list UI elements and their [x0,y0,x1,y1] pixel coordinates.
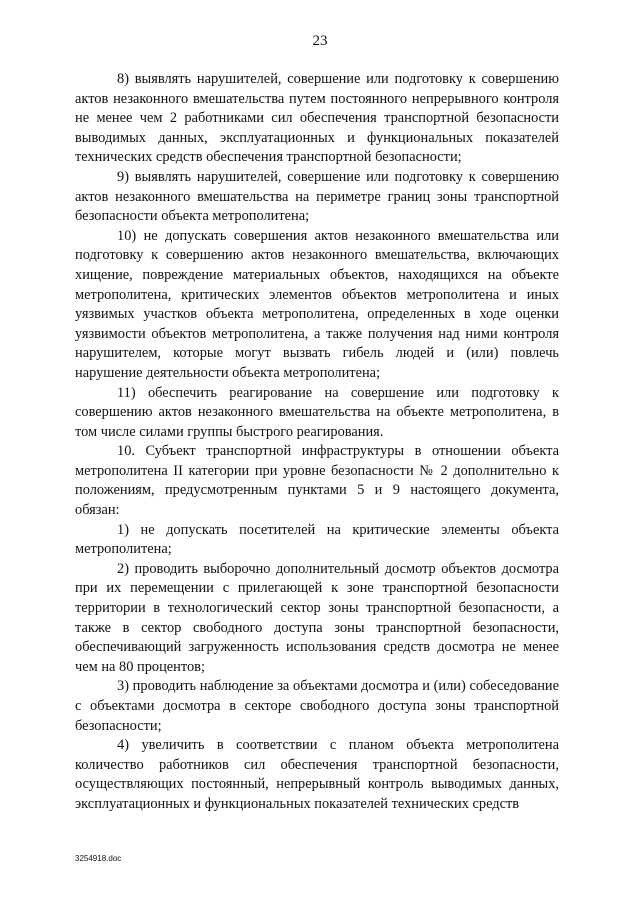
paragraph-subitem-4: 4) увеличить в соответствии с планом объекта метрополитена количество работников сил обеспечения транспортной безопасности, осуществляющих постоянный, непрерывный контроль выводимых данных, эксплуатационных и функциональных показателей технических средств [75,737,559,812]
paragraph-subitem-2: 2) проводить выборочно дополнительный досмотр объектов досмотра при их перемещении с прилегающей к зоне транспортной безопасности территории в технологический сектор зоны транспортной безопасности, а также в сектор свободного доступа зоны транспортной безопасности, обеспечивающий загруженность использования средств досмотра не менее чем на 80 процентов; [75,560,559,675]
page-number: 23 [312,33,328,49]
paragraph-item-9: 9) выявлять нарушителей, совершение или подготовку к совершению актов незаконного вмешательства на периметре границ зоны транспортной безопасности объекта метрополитена; [75,168,559,225]
paragraph-subitem-1: 1) не допускать посетителей на критические элементы объекта метрополитена; [75,521,559,558]
paragraph-item-11: 11) обеспечить реагирование на совершение или подготовку к совершению актов незаконного вмешательства на объекте метрополитена, в том числе силами группы быстрого реагирования. [75,384,559,440]
footer-filename: 3254918.doc [75,854,122,863]
paragraph-item-8: 8) выявлять нарушителей, совершение или подготовку к совершению актов незаконного вмешательства путем постоянного непрерывного контроля не менее чем 2 работниками сил обеспечения транспортной безопасности выводимых данных, эксплуатационных и функциональных показателей технических средств обеспечения транспортной безопасности; [75,71,559,166]
paragraph-item-10: 10) не допускать совершения актов незаконного вмешательства или подготовку к совершению актов незаконного вмешательства, включающих хищение, повреждение материальных объектов, находящихся на объекте метрополитена, критических элементов объектов метрополитена и иных уязвимых участков объекта метрополитена, определенных в ходе оценки уязвимости объектов метрополитена, а также получения над ними контроля нарушителем, которые могут вызвать гибель людей и (или) повлечь нарушение деятельности объекта метрополитена; [75,227,559,381]
document-body [75,70,559,815]
paragraph-clause-10: 10. Субъект транспортной инфраструктуры в отношении объекта метрополитена II категории при уровне безопасности № 2 дополнительно к положениям, предусмотренным пунктами 5 и 9 настоящего документа, обязан: [75,443,559,519]
paragraph-subitem-3: 3) проводить наблюдение за объектами досмотра и (или) собеседование с объектами досмотра в секторе свободного доступа зоны транспортной безопасности; [75,678,559,734]
